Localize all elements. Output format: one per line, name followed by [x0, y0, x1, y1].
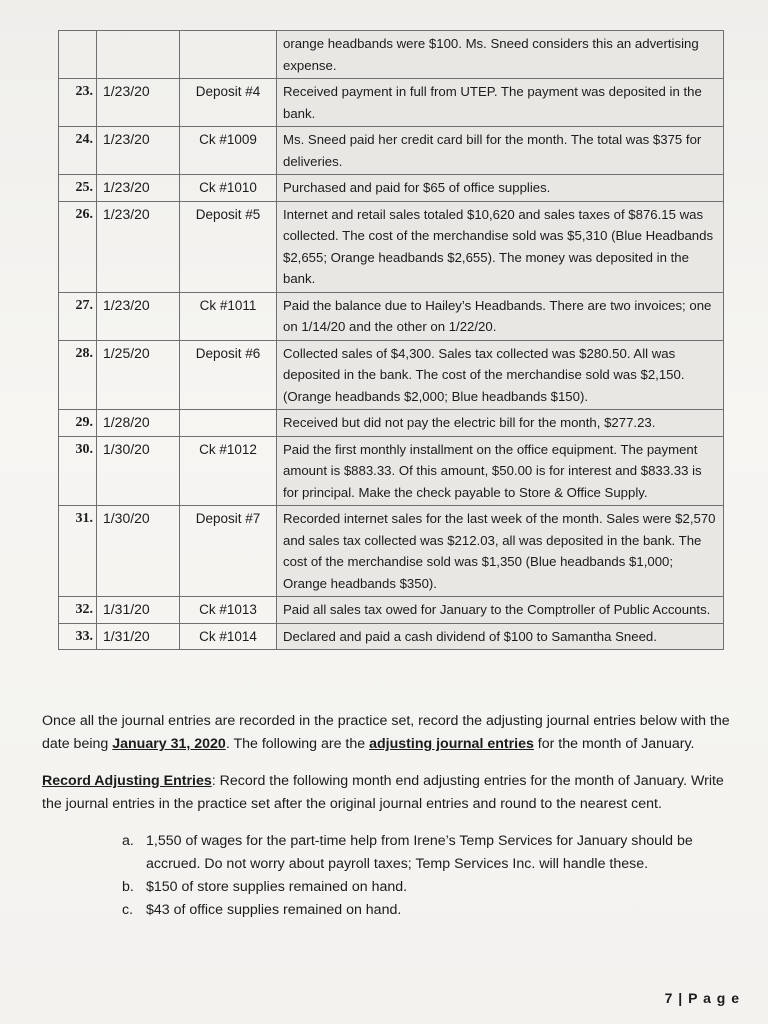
transactions-table [58, 30, 724, 650]
row-reference [180, 31, 277, 79]
adjusting-paragraph [42, 770, 732, 816]
instructions-section [42, 710, 732, 922]
page-number: 7 | P a g e [664, 990, 740, 1006]
row-description: Ms. Sneed paid her credit card bill for the month. The total was $375 for deliveries. [277, 127, 724, 175]
row-date: 1/28/20 [97, 410, 180, 437]
row-reference: Ck #1009 [180, 127, 277, 175]
row-number: 27. [59, 292, 97, 340]
table-row [59, 292, 724, 340]
table-row [59, 175, 724, 202]
row-description: Received payment in full from UTEP. The payment was deposited in the bank. [277, 79, 724, 127]
row-date: 1/31/20 [97, 623, 180, 650]
table-row [59, 410, 724, 437]
adjusting-heading: Record Adjusting Entries [42, 773, 212, 789]
intro-paragraph [42, 710, 732, 756]
table-row [59, 340, 724, 410]
adjusting-date: January 31, 2020 [112, 736, 226, 752]
row-number: 30. [59, 436, 97, 506]
intro-text-2: . The following are the [225, 736, 370, 752]
row-number: 23. [59, 79, 97, 127]
row-reference: Ck #1013 [180, 597, 277, 624]
row-description: Recorded internet sales for the last week of the month. Sales were $2,570 and sales tax collected was $212.03, all was deposited in the bank. The cost of the merchandise sold was $1,350 (Blue headbands $1,000; Orange headbands $350). [277, 506, 724, 597]
row-number: 25. [59, 175, 97, 202]
row-date: 1/23/20 [97, 201, 180, 292]
row-number: 24. [59, 127, 97, 175]
row-date: 1/30/20 [97, 506, 180, 597]
list-item [122, 830, 732, 876]
row-number: 31. [59, 506, 97, 597]
row-date: 1/23/20 [97, 292, 180, 340]
row-description: Paid the first monthly installment on the office equipment. The payment amount is $883.33. Of this amount, $50.00 is for interest and $833.33 is for principal. Make the check payable to Store & Office Supply. [277, 436, 724, 506]
row-number [59, 31, 97, 79]
intro-text-3: for the month of January. [533, 736, 695, 752]
table-row [59, 31, 724, 79]
item-letter: c. [122, 902, 134, 918]
row-number: 32. [59, 597, 97, 624]
row-reference: Ck #1010 [180, 175, 277, 202]
row-description: Collected sales of $4,300. Sales tax collected was $280.50. All was deposited in the bank. The cost of the merchandise sold was $2,150. (Orange headbands $2,000; Blue headbands $150). [277, 340, 724, 410]
table-row [59, 79, 724, 127]
row-date: 1/30/20 [97, 436, 180, 506]
item-text: $150 of store supplies remained on hand. [146, 879, 408, 895]
row-date: 1/25/20 [97, 340, 180, 410]
row-date: 1/23/20 [97, 127, 180, 175]
table-row [59, 623, 724, 650]
adjusting-items-list [42, 830, 732, 922]
row-description: Received but did not pay the electric bill for the month, $277.23. [277, 410, 724, 437]
list-item [122, 876, 732, 899]
row-number: 29. [59, 410, 97, 437]
row-description: Paid the balance due to Hailey’s Headbands. There are two invoices; one on 1/14/20 and the other on 1/22/20. [277, 292, 724, 340]
row-number: 33. [59, 623, 97, 650]
row-reference: Deposit #6 [180, 340, 277, 410]
row-description: Paid all sales tax owed for January to the Comptroller of Public Accounts. [277, 597, 724, 624]
row-reference: Ck #1014 [180, 623, 277, 650]
adjusting-entries-term: adjusting journal entries [369, 736, 534, 752]
intro-text-1: Once all the journal entries are recorded in the practice set, record the adjusting journal entries below with the date being [42, 713, 730, 752]
item-text: 1,550 of wages for the part-time help from Irene’s Temp Services for January should be accrued. Do not worry about payroll taxes; Temp Services Inc. will handle these. [146, 833, 693, 872]
row-date: 1/31/20 [97, 597, 180, 624]
row-reference: Ck #1011 [180, 292, 277, 340]
item-letter: a. [122, 833, 134, 849]
row-date: 1/23/20 [97, 175, 180, 202]
item-text: $43 of office supplies remained on hand. [146, 902, 402, 918]
row-reference: Deposit #7 [180, 506, 277, 597]
table-row [59, 201, 724, 292]
row-reference: Deposit #4 [180, 79, 277, 127]
row-date: 1/23/20 [97, 79, 180, 127]
row-reference: Deposit #5 [180, 201, 277, 292]
table-row [59, 127, 724, 175]
row-number: 26. [59, 201, 97, 292]
row-description: Declared and paid a cash dividend of $100 to Samantha Sneed. [277, 623, 724, 650]
row-number: 28. [59, 340, 97, 410]
adjusting-text: : Record the following month end adjusting entries for the month of January. Write the journal entries in the practice set after the original journal entries and round to the nearest cent. [42, 773, 724, 812]
table-row [59, 597, 724, 624]
table-row [59, 506, 724, 597]
row-description: Internet and retail sales totaled $10,620 and sales taxes of $876.15 was collected. The cost of the merchandise sold was $5,310 (Blue Headbands $2,655; Orange headbands $2,655). The money was deposited in the bank. [277, 201, 724, 292]
table-row [59, 436, 724, 506]
list-item [122, 899, 732, 922]
row-date [97, 31, 180, 79]
row-description: Purchased and paid for $65 of office supplies. [277, 175, 724, 202]
item-letter: b. [122, 879, 134, 895]
row-description: orange headbands were $100. Ms. Sneed considers this an advertising expense. [277, 31, 724, 79]
row-reference [180, 410, 277, 437]
row-reference: Ck #1012 [180, 436, 277, 506]
